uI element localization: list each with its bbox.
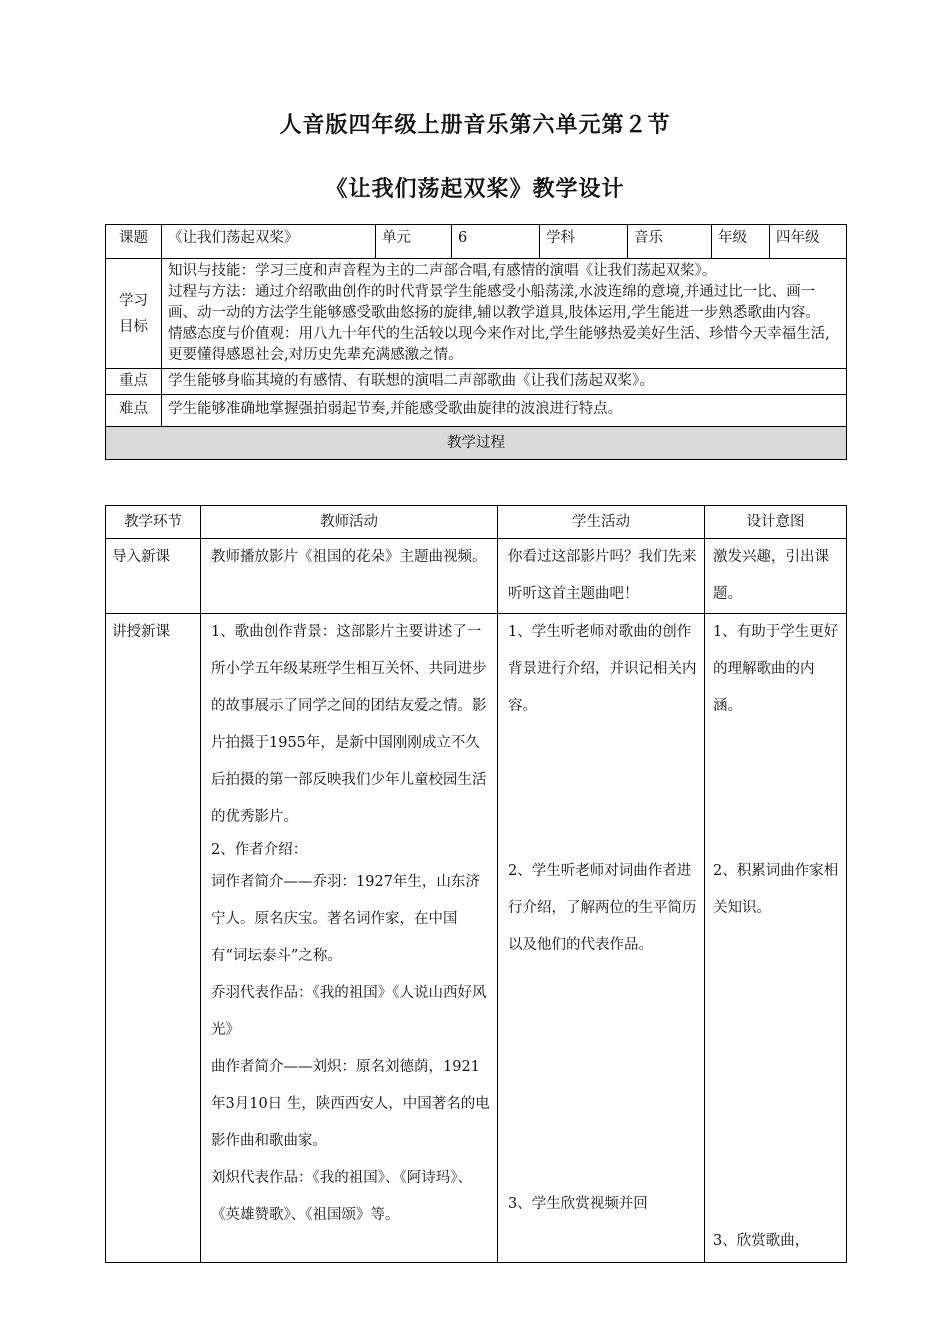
lesson-stage <box>106 614 201 1263</box>
grade-value: 四年级 <box>770 225 847 259</box>
key-value: 学生能够身临其境的有感情、有联想的演唱二声部歌曲《让我们荡起双桨》。 <box>162 369 847 395</box>
student-step-3: 3、学生欣赏视频并回 <box>508 1196 648 1212</box>
teacher-composer-works: 刘炽代表作品：《我的祖国》、《阿诗玛》、《英雄赞歌》、《祖国颂》等。 <box>211 1170 472 1223</box>
info-table <box>105 224 847 460</box>
goals-content <box>162 259 847 369</box>
intent-step-1: 1、有助于学生更好的理解歌曲的内涵。 <box>713 624 839 714</box>
grade-label: 年级 <box>712 225 770 259</box>
intro-intent-text: 激发兴趣，引出课题。 <box>713 549 829 602</box>
intent-step-3: 3、欣赏歌曲， <box>713 1233 810 1249</box>
goal-process: 过程与方法：通过介绍歌曲创作的时代背景学生能感受小船荡漾,水波连绵的意境,并通过比一比、画一画、动一动的方法学生能够感受歌曲悠扬的旋律,辅以教学道具,肢体运用,学生能进一步熟悉歌曲内容。 <box>168 284 820 321</box>
topic-label: 课题 <box>106 225 162 259</box>
lesson-stage-label: 讲授新课 <box>112 624 170 640</box>
process-table <box>105 505 847 1263</box>
intro-student-text: 你看过这部影片吗？我们先来听听这首主题曲吧！ <box>508 549 697 602</box>
intro-teacher <box>201 539 498 614</box>
difficulty-label: 难点 <box>106 395 162 427</box>
teacher-background: 1、歌曲创作背景：这部影片主要讲述了一所小学五年级某班学生相互关怀、共同进步的故事展示了同学之间的团结友爱之情。影片拍摄于1955年，是新中国刚刚成立不久后拍摄的第一部反映我们少年儿童校园生活的优秀影片。 <box>211 624 487 825</box>
goal-knowledge: 知识与技能：学习三度和声音程为主的二声部合唱,有感情的演唱《让我们荡起双桨》。 <box>168 263 717 279</box>
process-row-intro <box>106 539 847 614</box>
doc-title-line1: 人音版四年级上册音乐第六单元第２节 <box>279 113 671 138</box>
subject-label: 学科 <box>540 225 628 259</box>
teacher-author-intro: 2、作者介绍： <box>211 842 308 858</box>
goal-attitude: 情感态度与价值观：用八九十年代的生活较以现今来作对比,学生能够热爱美好生活、珍惜今天幸福生活,更要懂得感恩社会,对历史先辈充满感激之情。 <box>168 326 830 363</box>
lesson-student <box>498 614 705 1263</box>
info-row-goals <box>106 259 847 369</box>
goals-label: 学习目标 <box>106 259 162 369</box>
process-section-title: 教学过程 <box>106 427 847 460</box>
info-row-difficulty <box>106 395 847 427</box>
subject-value: 音乐 <box>628 225 712 259</box>
intro-stage <box>106 539 201 614</box>
process-section-row <box>106 427 847 460</box>
intent-gap-1 <box>713 725 840 853</box>
teacher-lyricist: 词作者简介——乔羽：1927年生，山东济宁人。原名庆宝。著名词作家，在中国有“词坛泰斗”之称。 <box>211 874 480 964</box>
header-intent: 设计意图 <box>705 506 847 539</box>
student-gap-2 <box>508 964 698 1186</box>
student-gap-1 <box>508 725 698 853</box>
difficulty-value: 学生能够准确地掌握强拍弱起节奏,并能感受歌曲旋律的波浪进行特点。 <box>162 395 847 427</box>
intro-teacher-text: 教师播放影片《祖国的花朵》主题曲视频。 <box>211 549 487 565</box>
teacher-composer: 曲作者简介——刘炽：原名刘德荫，1921年3月10日 生，陕西西安人，中国著名的电影作曲和歌曲家。 <box>211 1059 490 1149</box>
info-row-topic <box>106 225 847 259</box>
unit-label: 单元 <box>376 225 452 259</box>
intro-student <box>498 539 705 614</box>
intro-stage-label: 导入新课 <box>112 549 170 565</box>
lesson-teacher <box>201 614 498 1263</box>
doc-title-line2: 《让我们荡起双桨》教学设计 <box>325 177 625 202</box>
student-step-1: 1、学生听老师对歌曲的创作背景进行介绍，并识记相关内容。 <box>508 624 697 714</box>
header-stage: 教学环节 <box>106 506 201 539</box>
key-label: 重点 <box>106 369 162 395</box>
intent-step-2: 2、积累词曲作家相关知识。 <box>713 863 839 916</box>
intent-gap-2 <box>713 927 840 1223</box>
teacher-lyricist-works: 乔羽代表作品：《我的祖国》《人说山西好风光》 <box>211 985 487 1038</box>
unit-value: 6 <box>452 225 540 259</box>
process-header-row <box>106 506 847 539</box>
header-student: 学生活动 <box>498 506 705 539</box>
intro-intent <box>705 539 847 614</box>
header-teacher: 教师活动 <box>201 506 498 539</box>
lesson-intent <box>705 614 847 1263</box>
student-step-2: 2、学生听老师对词曲作者进行介绍，了解两位的生平简历以及他们的代表作品。 <box>508 863 697 953</box>
process-row-lesson <box>106 614 847 1263</box>
info-row-key <box>106 369 847 395</box>
topic-value: 《让我们荡起双桨》 <box>162 225 376 259</box>
